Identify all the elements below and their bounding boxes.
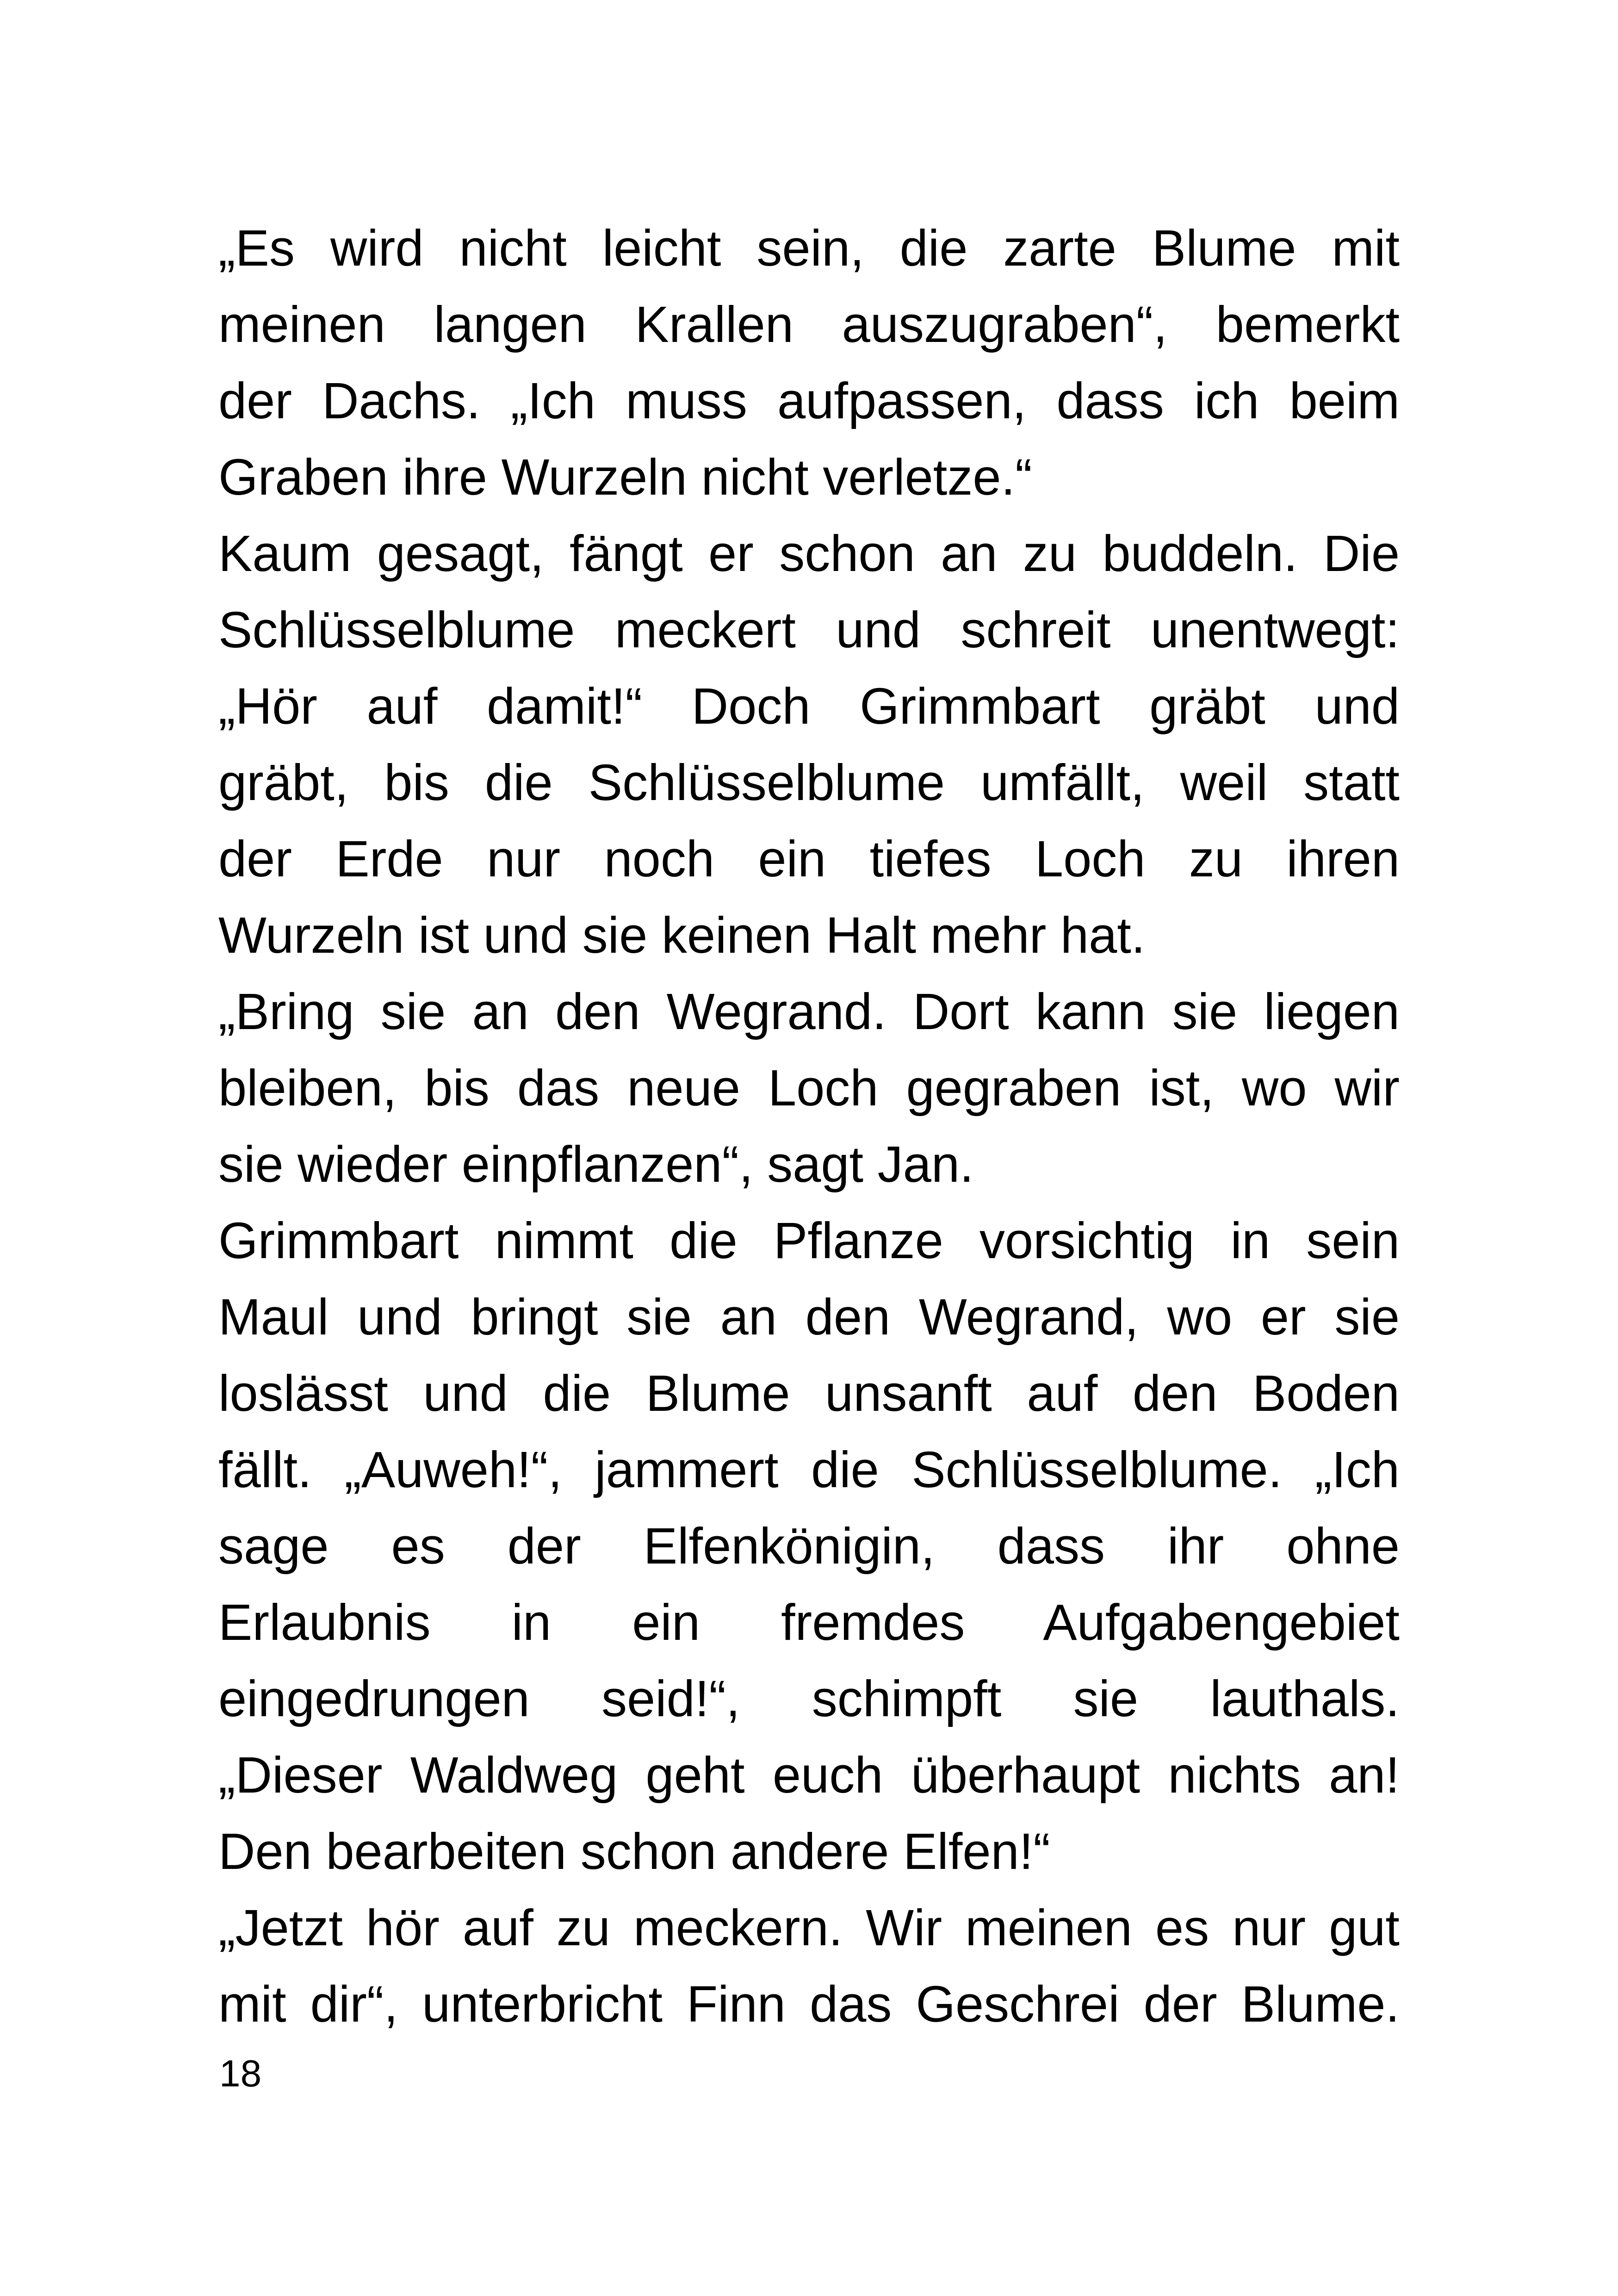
text-line: eingedrungen seid!“, schimpft sie lauthals. <box>218 1670 1400 1727</box>
text-line: Wurzeln ist und sie keinen Halt mehr hat. <box>218 907 1146 964</box>
text-line: der Dachs. „Ich muss aufpassen, dass ich beim <box>218 372 1400 429</box>
text-line: „Hör auf damit!“ Doch Grimmbart gräbt und <box>218 678 1400 735</box>
text-line: Kaum gesagt, fängt er schon an zu buddeln. Die <box>218 525 1400 582</box>
text-line: „Jetzt hör auf zu meckern. Wir meinen es nur gut <box>218 1899 1400 1956</box>
text-line: Maul und bringt sie an den Wegrand, wo er sie <box>218 1289 1400 1346</box>
text-line: Den bearbeiten schon andere Elfen!“ <box>218 1823 1050 1880</box>
text-line: „Es wird nicht leicht sein, die zarte Blume mit <box>218 220 1400 277</box>
body-text <box>218 210 1400 2042</box>
text-line: sie wieder einpflanzen“, sagt Jan. <box>218 1136 974 1193</box>
text-line: Schlüsselblume meckert und schreit unentwegt: <box>218 602 1400 658</box>
text-line: sage es der Elfenkönigin, dass ihr ohne <box>218 1518 1400 1575</box>
text-line: Graben ihre Wurzeln nicht verletze.“ <box>218 449 1032 506</box>
text-line: Grimmbart nimmt die Pflanze vorsichtig in sein <box>218 1212 1400 1269</box>
text-line: bleiben, bis das neue Loch gegraben ist, wo wir <box>218 1060 1400 1117</box>
page-number: 18 <box>219 2053 262 2095</box>
text-line: fällt. „Auweh!“, jammert die Schlüsselblume. „Ich <box>218 1441 1400 1498</box>
text-line: Erlaubnis in ein fremdes Aufgabengebiet <box>218 1594 1400 1651</box>
text-line: loslässt und die Blume unsanft auf den Boden <box>218 1365 1400 1422</box>
text-line: „Dieser Waldweg geht euch überhaupt nichts an! <box>218 1747 1400 1804</box>
text-line: mit dir“, unterbricht Finn das Geschrei der Blume. <box>218 1976 1400 2033</box>
text-line: der Erde nur noch ein tiefes Loch zu ihren <box>218 831 1400 887</box>
text-line: meinen langen Krallen auszugraben“, bemerkt <box>218 296 1400 353</box>
text-line: gräbt, bis die Schlüsselblume umfällt, weil statt <box>218 754 1400 811</box>
text-line: „Bring sie an den Wegrand. Dort kann sie liegen <box>218 983 1400 1040</box>
